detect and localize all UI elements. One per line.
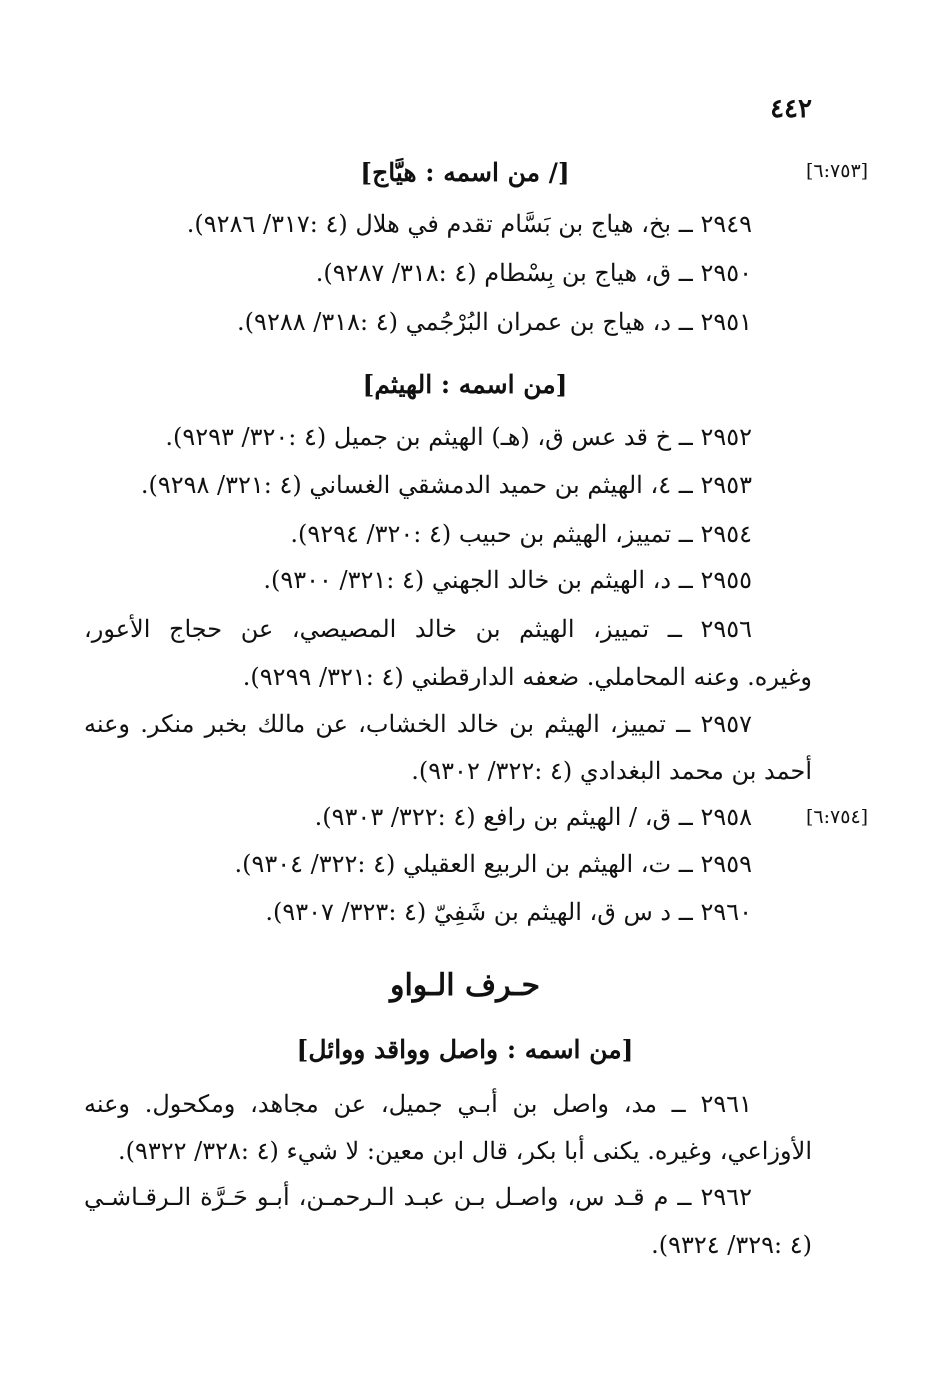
entry-line: ٢٩٦١ ــ مد، واصل بن أبـي جميل، عن مجاهد، ومكحول. وعنه — [84, 1090, 752, 1118]
section-heading: [/ من اسمه : هيَّاج] — [360, 158, 570, 187]
letter-heading: حـرف الـواو — [389, 968, 540, 1003]
entry-line: ٢٩٤٩ ــ بخ، هياج بن بَسَّام تقدم في هلال (٤ :٣١٧/ ٩٢٨٦). — [186, 210, 752, 238]
entry-continuation: (٤ :٣٢٩/ ٩٣٢٤). — [651, 1231, 812, 1259]
entry-line: ٢٩٥٣ ــ ٤، الهيثم بن حميد الدمشقي الغساني (٤ :٣٢١/ ٩٢٩٨). — [140, 471, 752, 499]
entry-continuation: أحمد بن محمد البغدادي (٤ :٣٢٢/ ٩٣٠٢). — [411, 757, 812, 785]
entry-line: ٢٩٥٧ ــ تمييز، الهيثم بن خالد الخشاب، عن مالك بخبر منكر. وعنه — [84, 710, 752, 738]
section-heading: [من اسمه : واصل وواقد ووائل] — [296, 1035, 634, 1064]
entry-line: ٢٩٥٥ ــ د، الهيثم بن خالد الجهني (٤ :٣٢١/ ٩٣٠٠). — [263, 566, 752, 594]
entry-line: ٢٩٥٠ ــ ق، هياج بن بِسْطام (٤ :٣١٨/ ٩٢٨٧). — [315, 259, 752, 287]
entry-line: ٢٩٥٤ ــ تمييز، الهيثم بن حبيب (٤ :٣٢٠/ ٩٢٩٤). — [290, 520, 752, 548]
entry-line: ٢٩٥٨ ــ ق، / الهيثم بن رافع (٤ :٣٢٢/ ٩٣٠٣). — [314, 803, 752, 831]
entry-line: ٢٩٦٢ ــ م قـد س، واصـل بـن عبـد الـرحمـن، أبـو حَـرَّة الـرقـاشـي — [84, 1183, 752, 1211]
margin-reference: [٦:٧٥٣] — [806, 160, 869, 182]
entry-line: ٢٩٥٦ ــ تمييز، الهيثم بن خالد المصيصي، عن حجاج الأعور، — [84, 615, 752, 643]
entry-line: ٢٩٦٠ ــ د س ق، الهيثم بن شَفِيّ (٤ :٣٢٣/ ٩٣٠٧). — [265, 898, 752, 926]
margin-reference: [٦:٧٥٤] — [806, 806, 869, 828]
page-number: ٤٤٢ — [770, 94, 812, 124]
entry-continuation: وغيره. وعنه المحاملي. ضعفه الدارقطني (٤ :٣٢١/ ٩٢٩٩). — [242, 663, 812, 691]
entry-continuation: الأوزاعي، وغيره. يكنى أبا بكر، قال ابن معين: لا شيء (٤ :٣٢٨/ ٩٣٢٢). — [117, 1137, 812, 1165]
entry-line: ٢٩٥١ ــ د، هياج بن عمران البُرْجُمي (٤ :٣١٨/ ٩٢٨٨). — [237, 308, 752, 336]
section-heading: [من اسمه : الهيثم] — [362, 370, 568, 399]
entry-line: ٢٩٥٩ ــ ت، الهيثم بن الربيع العقيلي (٤ :٣٢٢/ ٩٣٠٤). — [234, 850, 752, 878]
entry-line: ٢٩٥٢ ــ خ قد عس ق، (هـ) الهيثم بن جميل (٤ :٣٢٠/ ٩٢٩٣). — [165, 423, 752, 451]
